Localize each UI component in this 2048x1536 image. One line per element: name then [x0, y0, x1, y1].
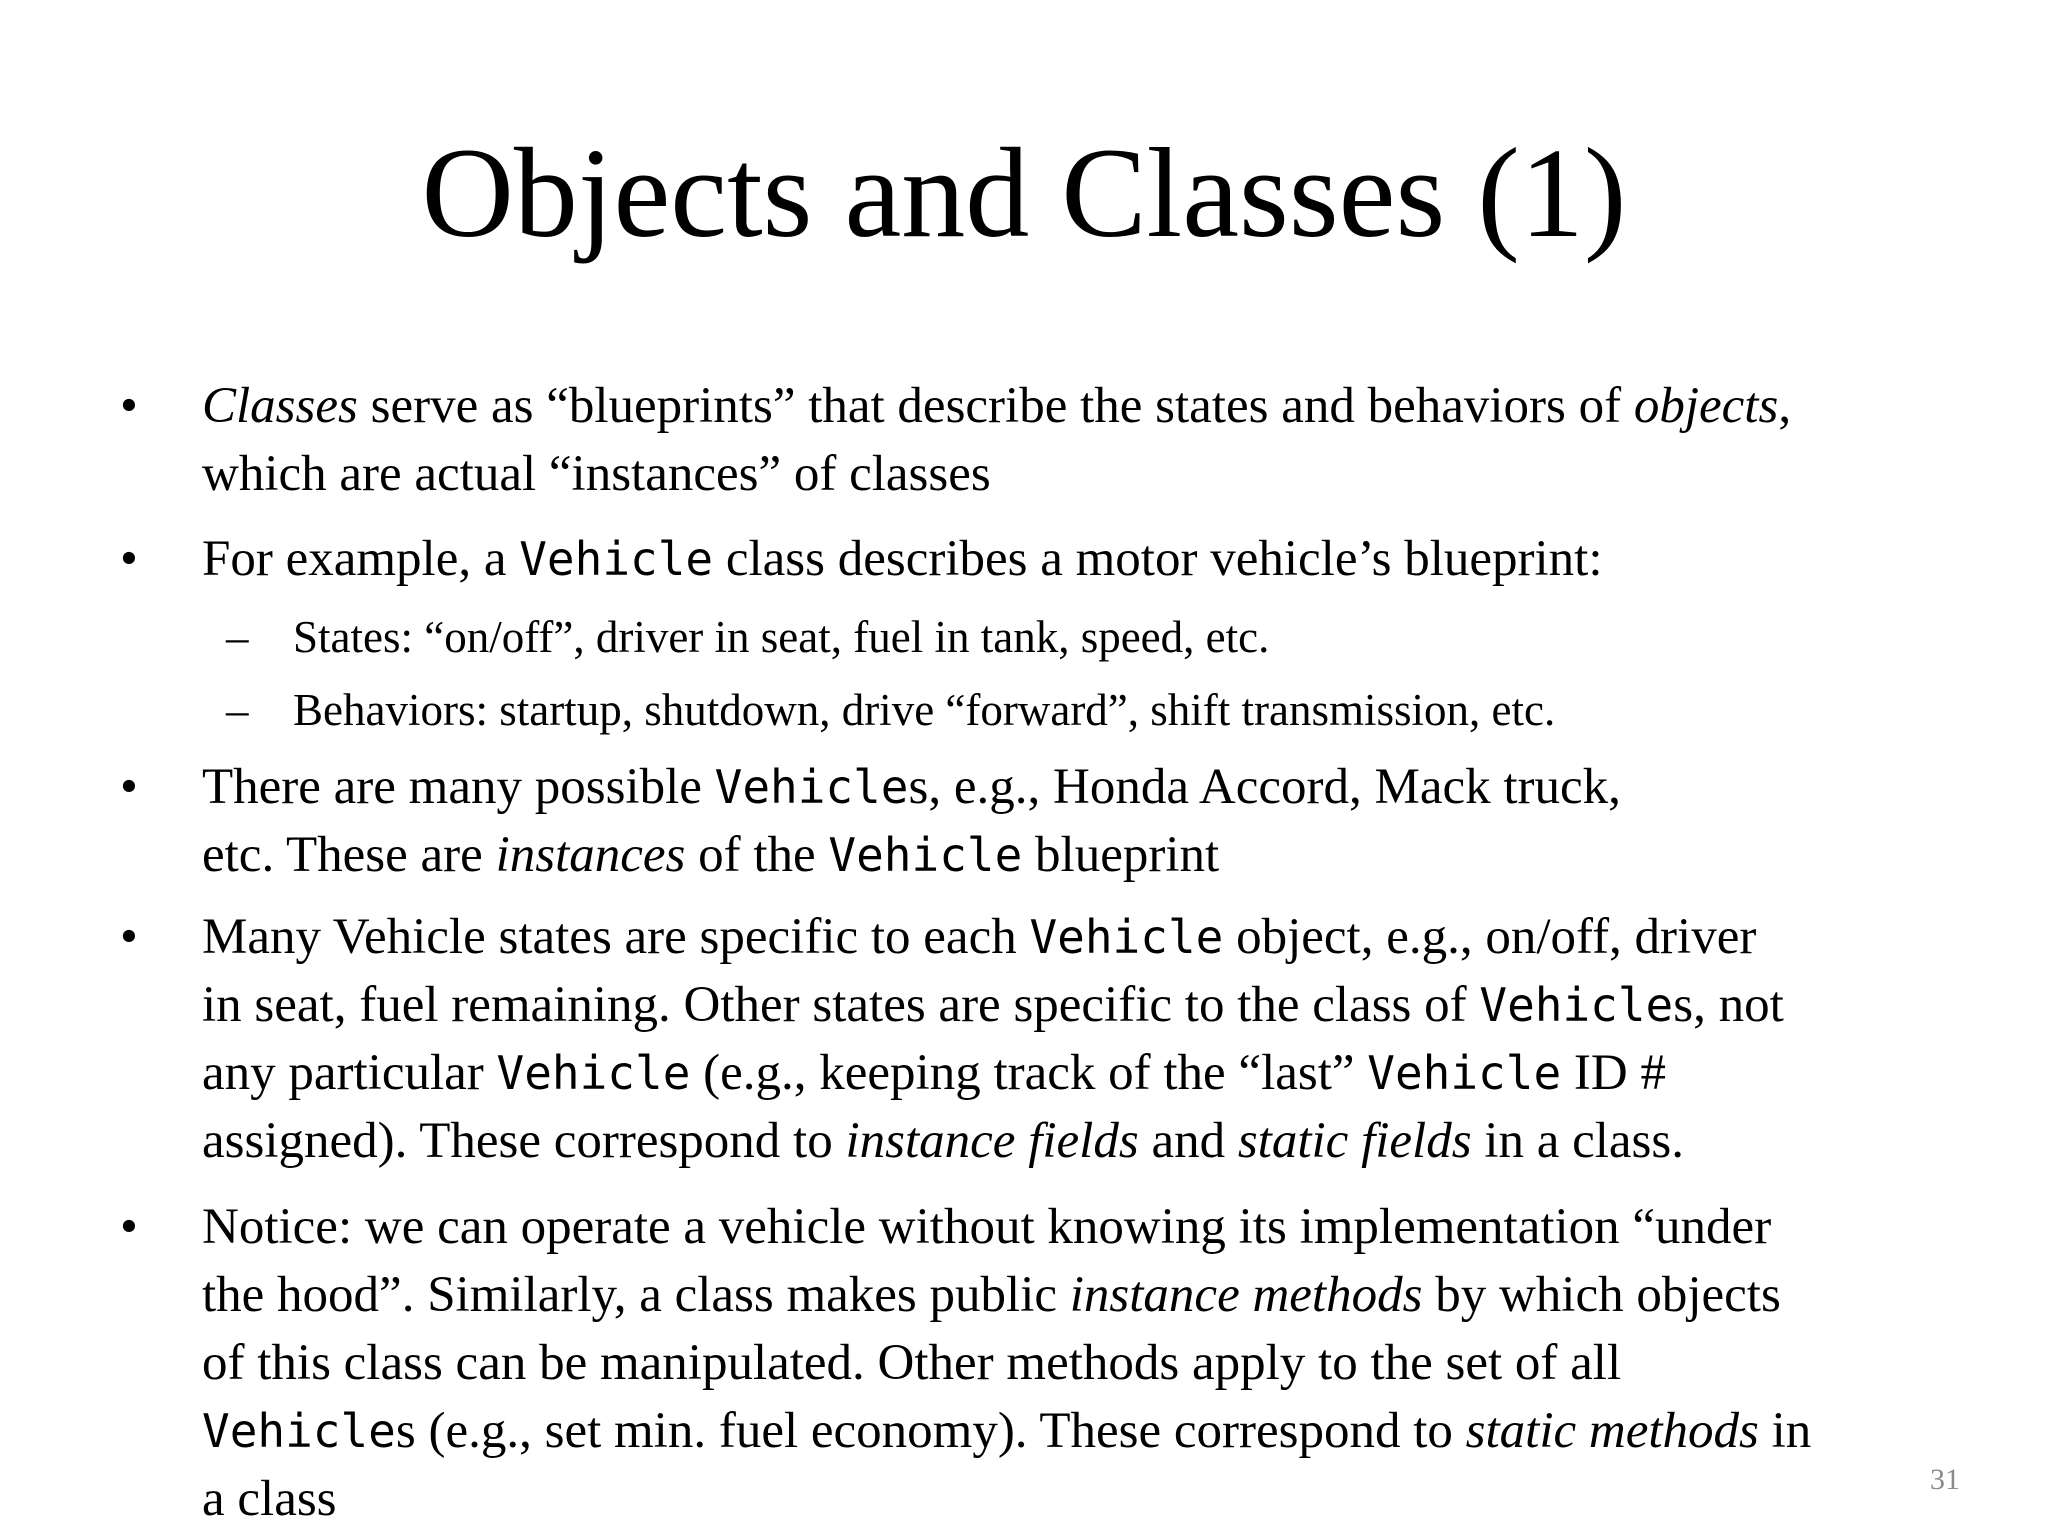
page-number: 31	[1930, 1463, 1960, 1496]
emphasis-text: Classes	[202, 378, 358, 434]
plain-text: etc. These are	[202, 827, 496, 883]
emphasis-text: instances	[495, 827, 686, 883]
emphasis-text: instance methods	[1069, 1267, 1423, 1323]
plain-text: the hood”. Similarly, a class makes public	[202, 1267, 1070, 1323]
code-text: Vehicle	[496, 1046, 691, 1100]
plain-text: blueprint	[1022, 827, 1220, 883]
plain-text: For example, a	[202, 531, 520, 587]
plain-text: Many Vehicle states are specific to each	[202, 909, 1030, 965]
bullet-line	[202, 1329, 2042, 1397]
bullet-line	[202, 1193, 2042, 1261]
plain-text: assigned). These correspond to	[202, 1113, 846, 1169]
plain-text: a class	[202, 1471, 337, 1527]
dash-icon: –	[226, 685, 249, 735]
bullet-line	[202, 1465, 2042, 1533]
plain-text: in a class.	[1471, 1113, 1685, 1169]
dash-icon: –	[226, 612, 249, 662]
code-text: Vehicle	[519, 532, 714, 586]
code-text: Vehicle	[828, 828, 1023, 882]
plain-text: ,	[1778, 378, 1792, 434]
plain-text: of this class can be manipulated. Other methods apply to the set of all	[202, 1335, 1622, 1391]
bullet-text	[202, 903, 2042, 1175]
plain-text: There are many possible	[202, 759, 715, 815]
bullet-dot-icon: •	[120, 909, 138, 965]
bullet-dot-icon: •	[120, 378, 138, 434]
code-text: Vehicle	[1029, 910, 1224, 964]
plain-text: object, e.g., on/off, driver	[1223, 909, 1757, 965]
code-text: Vehicle	[202, 1404, 396, 1458]
bullet-line	[202, 753, 2042, 821]
plain-text: any particular	[202, 1045, 497, 1101]
bullet-text	[202, 1193, 2042, 1533]
bullet-dot-icon: •	[120, 759, 138, 815]
emphasis-text: static methods	[1465, 1403, 1759, 1459]
slide-title: Objects and Classes (1)	[421, 122, 1627, 264]
bullet-line	[202, 1261, 2042, 1329]
emphasis-text: instance fields	[845, 1113, 1139, 1169]
bullet-dot-icon: •	[120, 531, 138, 587]
emphasis-text: objects	[1633, 378, 1779, 434]
plain-text: which are actual “instances” of classes	[202, 446, 991, 502]
bullet-line	[202, 1397, 2042, 1465]
bullet-dot-icon: •	[120, 1199, 138, 1255]
bullet-line	[202, 440, 2042, 508]
code-text: Vehicle	[714, 760, 909, 814]
bullet-line	[202, 971, 2042, 1039]
bullet-line	[202, 903, 2042, 971]
plain-text: s, e.g., Honda Accord, Mack truck,	[908, 759, 1621, 815]
code-text: Vehicle	[1367, 1046, 1562, 1100]
plain-text: of the	[685, 827, 829, 883]
sub-bullet-text: Behaviors: startup, shutdown, drive “forward”, shift transmission, etc.	[293, 685, 1556, 735]
plain-text: by which objects	[1422, 1267, 1781, 1323]
bullet-text	[202, 753, 2042, 889]
plain-text: (e.g., keeping track of the “last”	[690, 1045, 1368, 1101]
plain-text: in	[1758, 1403, 1812, 1459]
plain-text: s, not	[1673, 977, 1784, 1033]
plain-text: and	[1138, 1113, 1238, 1169]
plain-text: s (e.g., set min. fuel economy). These correspond to	[395, 1403, 1466, 1459]
plain-text: Notice: we can operate a vehicle without knowing its implementation “under	[202, 1199, 1772, 1255]
bullet-line	[202, 1107, 2042, 1175]
bullet-line	[202, 372, 2042, 440]
plain-text: in seat, fuel remaining. Other states are specific to the class of	[202, 977, 1480, 1033]
plain-text: class describes a motor vehicle’s blueprint:	[713, 531, 1603, 587]
sub-bullet-text: States: “on/off”, driver in seat, fuel in tank, speed, etc.	[293, 612, 1270, 662]
bullet-line	[202, 525, 2042, 593]
bullet-line	[202, 1039, 2042, 1107]
plain-text: ID #	[1561, 1045, 1666, 1101]
bullet-text	[202, 372, 2042, 508]
bullet-line	[202, 821, 2042, 889]
code-text: Vehicle	[1479, 978, 1674, 1032]
bullet-text	[202, 525, 2042, 593]
plain-text: serve as “blueprints” that describe the states and behaviors of	[357, 378, 1634, 434]
emphasis-text: static fields	[1237, 1113, 1472, 1169]
